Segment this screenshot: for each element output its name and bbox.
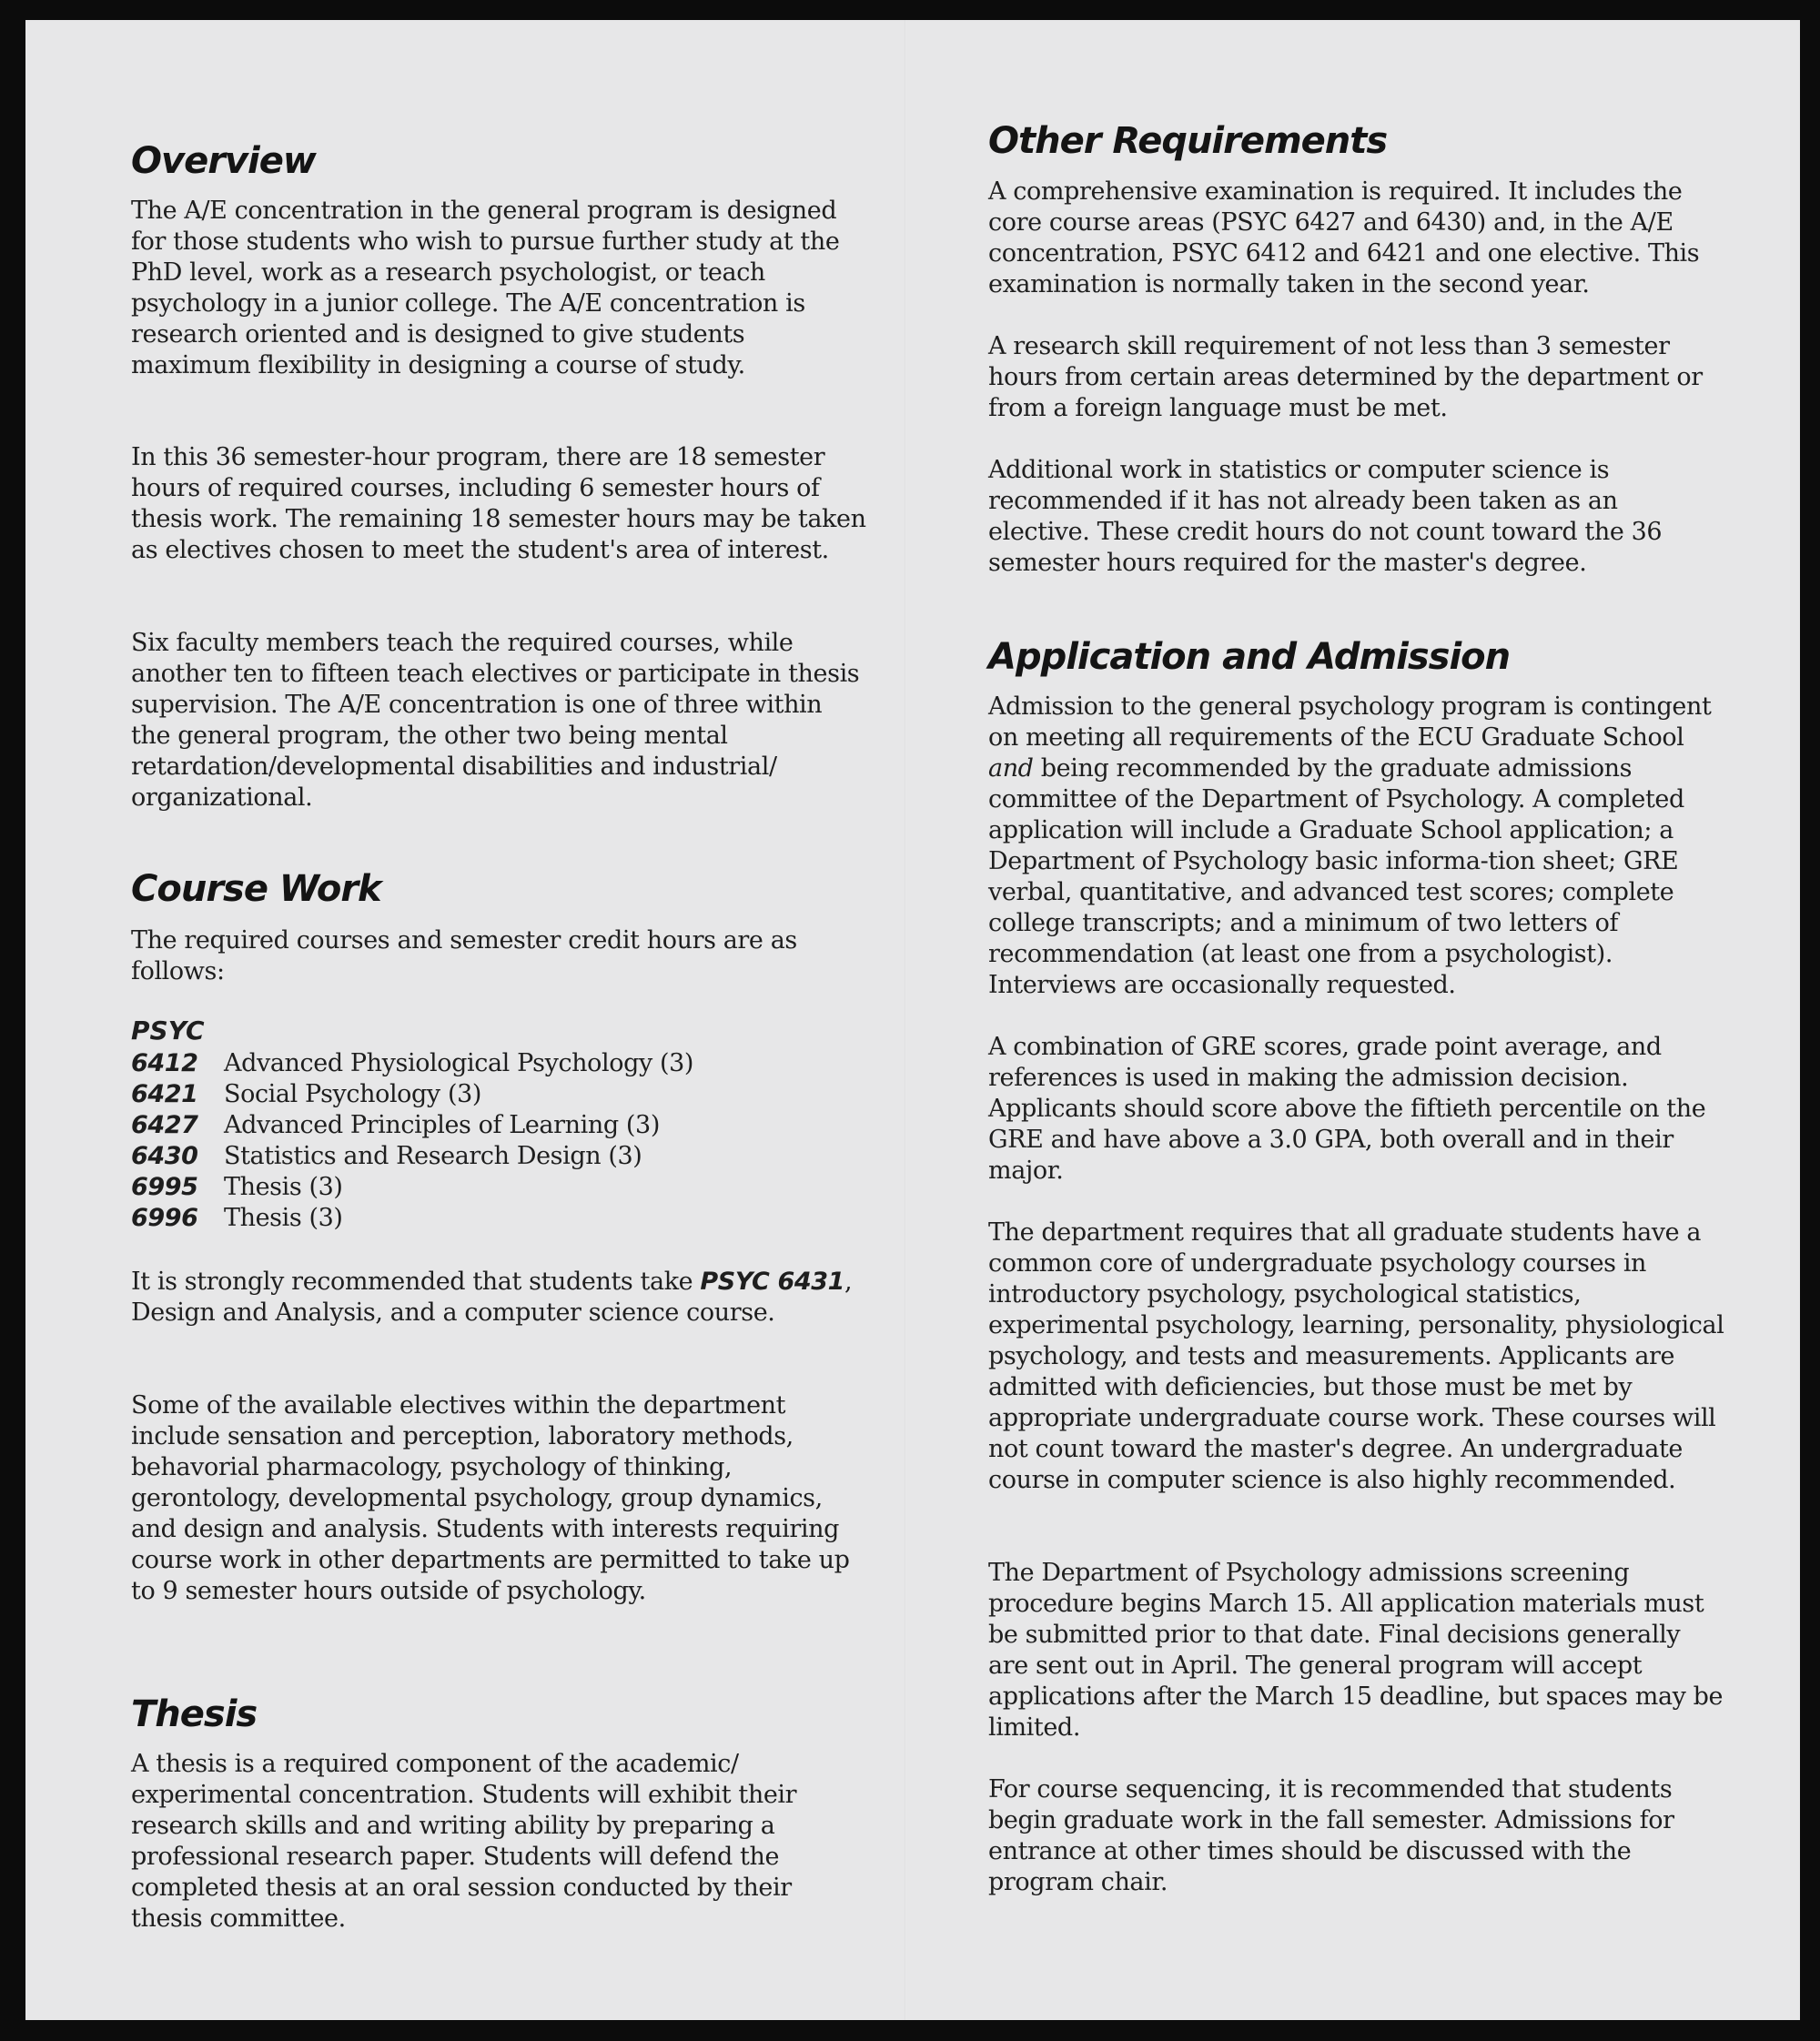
application-admission-heading: Application and Admission [988,636,1511,678]
other-requirements-heading: Other Requirements [988,120,1388,162]
admission-emphasis: and [988,754,1034,783]
course-title: Social Psychology (3) [224,1080,481,1108]
admission-paragraph-2: A combination of GRE scores, grade point average, and references is used in making the admission decision. Applicants should score above the fiftieth percentile on the GRE and have above a 3.0 GPA, both overall and in their major. [988,1033,1706,1185]
course-row [131,1110,868,1141]
course-title: Statistics and Research Design (3) [224,1142,642,1170]
overview-paragraph-1: The A/E concentration in the general program is designed for those students who wish to pursue further study at the PhD level, work as a research psychologist, or teach psychology in a junior college. The A/E concentration is research oriented and is designed to give students maximum flexibility in designing a course of study. [131,197,840,379]
course-number: 6430 [131,1142,198,1170]
fold-line [905,20,906,2020]
admission-paragraph-3: The department requires that all graduate students have a common core of undergraduate psychology courses in introductory psychology, psychological statistics, experimental psychology, learning, personality, physiological psychology, and tests and measurements. Applicants are admitted with deficiencies, but those must be met by appropriate undergraduate course work. These courses will not count toward the master's degree. An undergraduate course in computer science is also highly recommended. [988,1218,1724,1494]
course-title: Advanced Physiological Psychology (3) [224,1049,694,1077]
course-row [131,1048,868,1079]
course-number: 6412 [131,1049,198,1077]
other-requirements-paragraph-2: A research skill requirement of not less than 3 semester hours from certain areas determined by the department or from a foreign language must be met. [988,332,1703,422]
overview-paragraph-2: In this 36 semester-hour program, there are 18 semester hours of required courses, including 6 semester hours of thesis work. The remaining 18 semester hours may be taken as electives chosen to meet the student's area of interest. [131,443,866,564]
recommended-course: PSYC 6431 [700,1268,845,1296]
admission-text-end: being recommended by the graduate admissions committee of the Department of Psychology. A completed application will include a Graduate School application; a Department of Psychology basic informa-tion sheet; GRE verbal, quantitative, and advanced test scores; complete college transcripts; and a minimum of two letters of recommendation (at least one from a psychologist). Interviews are occasionally requested. [988,754,1684,999]
other-requirements-paragraph-3: Additional work in statistics or computer science is recommended if it has not already been taken as an elective. These credit hours do not count toward the 36 semester hours required for the master's degree. [988,456,1663,577]
course-number: 6421 [131,1080,198,1108]
admission-paragraph-4: The Department of Psychology admissions screening procedure begins March 15. All application materials must be submitted prior to that date. Final decisions generally are sent out in April. The general program will accept applications after the March 15 deadline, but spaces may be limited. [988,1559,1724,1742]
admission-text-start: Admission to the general psychology program is contingent on meeting all requirements of the ECU Graduate School [988,692,1712,752]
overview-paragraph-3: Six faculty members teach the required courses, while another ten to fifteen teach electives or participate in thesis supervision. The A/E concentration is one of three within the general program, the other two being mental retardation/developmental disabilities and industrial/ organizational. [131,629,860,812]
overview-heading: Overview [131,140,316,182]
course-work-heading: Course Work [131,868,381,910]
course-work-intro: The required courses and semester credit hours are as follows: [131,926,797,985]
course-number: 6995 [131,1173,198,1201]
course-title: Thesis (3) [224,1204,343,1232]
thesis-heading: Thesis [131,1693,258,1735]
course-prefix: PSYC [131,1015,205,1046]
admission-paragraph-1 [988,692,1725,1001]
recommendation-text-end: , Design and Analysis, and a computer science course. [131,1268,853,1327]
recommendation-text-start: It is strongly recommended that students take [131,1268,701,1296]
course-row [131,1172,868,1203]
other-requirements-paragraph-1: A comprehensive examination is required. It includes the core course areas (PSYC 6427 and 6430) and, in the A/E concentration, PSYC 6412 and 6421 and one elective. This examination is normally taken in the second year. [988,177,1700,298]
electives-paragraph: Some of the available electives within the department include sensation and perception, laboratory methods, behavorial pharmacology, psychology of thinking, gerontology, developmental psychology, group dynamics, and design and analysis. Students with interests requiring course work in other departments are permitted to take up to 9 semester hours outside of psychology. [131,1391,850,1605]
course-row [131,1141,868,1172]
course-list [131,1048,868,1234]
thesis-paragraph: A thesis is a required component of the academic/ experimental concentration. Students will exhibit their research skills and and writing ability by preparing a professional research paper. Students will defend the completed thesis at an oral session conducted by their thesis committee. [131,1750,797,1933]
course-title: Thesis (3) [224,1173,343,1201]
course-row [131,1203,868,1234]
course-number: 6996 [131,1204,198,1232]
course-number: 6427 [131,1111,198,1139]
brochure-page [25,20,1800,2020]
course-row [131,1079,868,1110]
recommendation-paragraph [131,1267,868,1329]
course-title: Advanced Principles of Learning (3) [224,1111,660,1139]
admission-paragraph-5: For course sequencing, it is recommended that students begin graduate work in the fall semester. Admissions for entrance at other times should be discussed with the program chair. [988,1775,1674,1896]
